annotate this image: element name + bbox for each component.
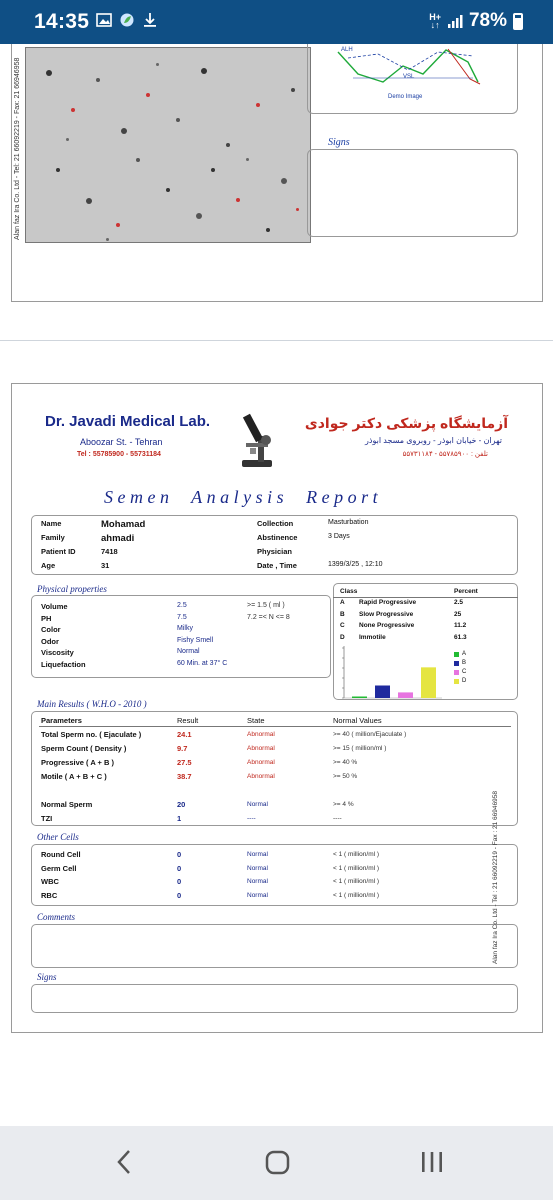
home-icon	[263, 1147, 293, 1177]
percent-header: Percent	[454, 588, 478, 595]
sperm-cell	[201, 68, 207, 74]
image-icon	[96, 12, 112, 28]
chart-bar-a	[352, 697, 367, 699]
normal-values-header: Normal Values	[333, 716, 382, 725]
physical-label: Odor	[41, 636, 59, 646]
main-results-box	[31, 711, 518, 826]
motility-percent: 11.2	[454, 622, 467, 629]
microscope-icon	[238, 410, 276, 468]
datetime-label: Date , Time	[257, 561, 297, 570]
result-state: Normal	[247, 864, 268, 872]
network-type: H+ ↓↑	[429, 12, 441, 30]
abstinence-value: 3 Days	[328, 533, 350, 540]
motility-class: C	[340, 622, 345, 629]
motility-label: Slow Progressive	[359, 610, 414, 618]
result-parameter: Round Cell	[41, 850, 81, 859]
physical-value: 2.5	[177, 602, 187, 609]
result-state: Abnormal	[247, 773, 275, 780]
vsl-label: VSL	[403, 74, 415, 80]
physical-label: Volume	[41, 602, 68, 611]
motility-label: None Progressive	[359, 622, 415, 629]
result-normal-value: < 1 ( million/ml )	[333, 864, 380, 872]
result-value: 0	[177, 863, 182, 873]
motility-percent: 2.5	[454, 599, 464, 606]
side-company-note: Alan faz Ira Co. Ltd - Tel : 21 66092219 - Fax : 21 66946958	[492, 791, 499, 964]
name-label: Name	[41, 519, 62, 528]
result-value: 0	[177, 877, 182, 886]
result-normal-value: ----	[333, 815, 342, 822]
motility-percent: 25	[454, 610, 462, 618]
physical-value: Fishy Smell	[177, 636, 214, 644]
motility-label: Immotile	[359, 633, 386, 641]
result-parameter: WBC	[41, 877, 59, 886]
recent-apps-icon	[419, 1147, 445, 1177]
physical-value: Normal	[177, 648, 200, 655]
sperm-cell	[146, 93, 150, 97]
demo-image-label: Demo Image	[388, 94, 423, 100]
legend-swatch	[454, 661, 459, 666]
physical-value: Milky	[177, 625, 193, 632]
physical-label: Color	[41, 625, 61, 634]
comments-title: Comments	[37, 912, 75, 922]
physical-reference: >= 1.5 ( ml )	[247, 602, 285, 609]
result-normal-value: < 1 ( million/ml )	[333, 878, 380, 885]
lab-tel-en: Tel : 55785900 - 55731184	[77, 451, 161, 458]
legend-swatch	[454, 670, 459, 675]
legend-label: B	[462, 660, 467, 666]
other-cells-title: Other Cells	[37, 832, 79, 842]
result-parameter: Germ Cell	[41, 863, 77, 873]
physical-value: 60 Min. at 37° C	[177, 659, 228, 667]
prev-signs-box	[307, 149, 518, 237]
class-header: Class	[340, 588, 358, 595]
signs-title: Signs	[37, 972, 57, 982]
sperm-cell	[116, 223, 120, 227]
result-parameter: Normal Sperm	[41, 800, 93, 809]
result-header: Result	[177, 716, 199, 725]
result-normal-value: < 1 ( million/ml )	[333, 851, 380, 858]
sperm-cell	[121, 128, 127, 134]
motility-percent: 61.3	[454, 633, 467, 641]
result-state: Normal	[247, 878, 268, 885]
navigation-bar	[0, 1126, 553, 1200]
download-icon	[142, 12, 158, 28]
result-state: Normal	[247, 851, 268, 858]
result-normal-value: < 1 ( million/ml )	[333, 891, 380, 899]
result-state: Abnormal	[247, 745, 275, 752]
home-button[interactable]	[258, 1144, 298, 1180]
sperm-cell	[176, 118, 180, 122]
datetime-value: 1399/3/25 , 12:10	[328, 561, 383, 568]
collection-label: Collection	[257, 519, 294, 528]
physician-label: Physician	[257, 547, 293, 556]
motility-class: A	[340, 599, 345, 606]
result-normal-value: >= 15 ( million/ml )	[333, 745, 387, 752]
motility-class: B	[340, 610, 345, 618]
result-parameter: Total Sperm no. ( Ejaculate )	[41, 730, 142, 739]
age-label: Age	[41, 561, 56, 570]
chart-bar-d	[421, 667, 436, 698]
result-parameter: Progressive ( A + B )	[41, 758, 115, 767]
sperm-cell	[236, 198, 240, 202]
status-bar	[0, 0, 553, 44]
result-value: 9.7	[177, 744, 188, 753]
sperm-cell	[281, 178, 287, 184]
result-normal-value: >= 4 %	[333, 801, 354, 808]
sperm-cell	[86, 198, 92, 204]
result-value: 38.7	[177, 772, 192, 781]
result-state: Normal	[247, 801, 268, 808]
lab-tel-fa: تلفن : ۵۵۷۸۵۹۰۰ - ۵۵۷۳۱۱۸۴	[402, 451, 488, 458]
legend-label: C	[462, 669, 467, 675]
battery-percent: 78%	[468, 10, 507, 31]
sperm-cell	[296, 208, 299, 211]
sperm-cell	[156, 63, 159, 66]
result-value: 0	[177, 890, 182, 900]
collection-value: Masturbation	[328, 519, 369, 526]
parameters-header: Parameters	[41, 716, 82, 725]
sperm-cell	[256, 103, 260, 107]
back-button[interactable]	[104, 1144, 144, 1180]
result-normal-value: >= 40 ( million/Ejaculate )	[333, 731, 407, 738]
sperm-cell	[266, 228, 270, 232]
result-state: Abnormal	[247, 759, 275, 766]
sperm-cell	[196, 213, 202, 219]
report-title: Semen Analysis Report	[104, 487, 383, 507]
sperm-cell	[136, 158, 140, 162]
app-icon	[119, 12, 135, 28]
result-state: Normal	[247, 891, 268, 899]
microscope-image	[25, 47, 311, 243]
back-icon	[114, 1147, 134, 1177]
sperm-cell	[96, 78, 100, 82]
patient-family: ahmadi	[101, 533, 135, 544]
physical-properties-title: Physical properties	[37, 584, 107, 594]
motility-class: D	[340, 633, 345, 641]
patient-name: Mohamad	[101, 519, 146, 530]
family-label: Family	[41, 533, 65, 542]
sperm-cell	[66, 138, 69, 141]
alh-label: ALH	[341, 47, 353, 53]
result-value: 27.5	[177, 758, 192, 767]
sperm-cell	[211, 168, 215, 172]
result-value: 1	[177, 814, 182, 823]
physical-label: Liquefaction	[41, 659, 86, 669]
sperm-cell	[71, 108, 75, 112]
result-value: 0	[177, 850, 182, 859]
legend-label: D	[462, 678, 467, 684]
sperm-cell	[291, 88, 295, 92]
result-parameter: RBC	[41, 890, 58, 900]
sperm-cell	[106, 238, 109, 241]
physical-reference: 7.2 =< N <= 8	[247, 613, 290, 621]
lab-address-fa: تهران - خیابان ابوذر - روبروی مسجد ابوذر	[365, 436, 502, 445]
patient-id-label: Patient ID	[41, 547, 76, 556]
abstinence-label: Abstinence	[257, 533, 298, 542]
other-cells-box	[31, 844, 518, 906]
side-company-text: Alan faz Ira Co. Ltd - Tel: 21 66092219 - Fax: 21 66946958	[14, 57, 21, 240]
result-parameter: Motile ( A + B + C )	[41, 772, 107, 781]
patient-age: 31	[101, 561, 110, 570]
patient-id: 7418	[101, 547, 118, 556]
page-divider	[0, 340, 553, 341]
comments-box	[31, 924, 518, 968]
recent-apps-button[interactable]	[412, 1144, 452, 1180]
sperm-cell	[56, 168, 60, 172]
signs-box	[31, 984, 518, 1013]
clock: 14:35	[34, 10, 90, 33]
result-state: ----	[247, 815, 256, 822]
result-value: 20	[177, 800, 186, 809]
sperm-cell	[246, 158, 249, 161]
lab-name-en: Dr. Javadi Medical Lab.	[45, 413, 211, 430]
sperm-cell	[46, 70, 52, 76]
state-header: State	[247, 716, 265, 725]
demo-image-box	[307, 44, 518, 114]
lab-address-en: Aboozar St. - Tehran	[80, 437, 163, 447]
semen-analysis-report	[11, 383, 543, 1033]
result-value: 24.1	[177, 730, 192, 739]
result-normal-value: >= 50 %	[333, 773, 358, 780]
physical-label: Viscosity	[41, 648, 74, 657]
battery-icon	[513, 13, 523, 30]
signal-icon	[447, 14, 463, 28]
physical-label: PH	[41, 613, 52, 623]
main-results-title: Main Results ( W.H.O - 2010 )	[37, 699, 147, 709]
motility-bar-chart	[342, 646, 442, 700]
legend-label: A	[462, 651, 467, 657]
legend-swatch	[454, 679, 459, 684]
sperm-cell	[226, 143, 230, 147]
chart-bar-b	[375, 686, 390, 699]
chart-bar-c	[398, 692, 413, 698]
lab-name-fa: آزمایشگاه پزشکی دکتر جوادی	[304, 415, 508, 431]
motility-label: Rapid Progressive	[359, 599, 417, 606]
previous-report-page	[11, 44, 543, 302]
physical-value: 7.5	[177, 613, 187, 621]
prev-signs-title: Signs	[328, 137, 350, 148]
result-normal-value: >= 40 %	[333, 759, 358, 766]
result-parameter: Sperm Count ( Density )	[41, 744, 127, 753]
result-state: Abnormal	[247, 731, 275, 738]
result-parameter: TZI	[41, 814, 53, 823]
sperm-cell	[166, 188, 170, 192]
legend-swatch	[454, 652, 459, 657]
